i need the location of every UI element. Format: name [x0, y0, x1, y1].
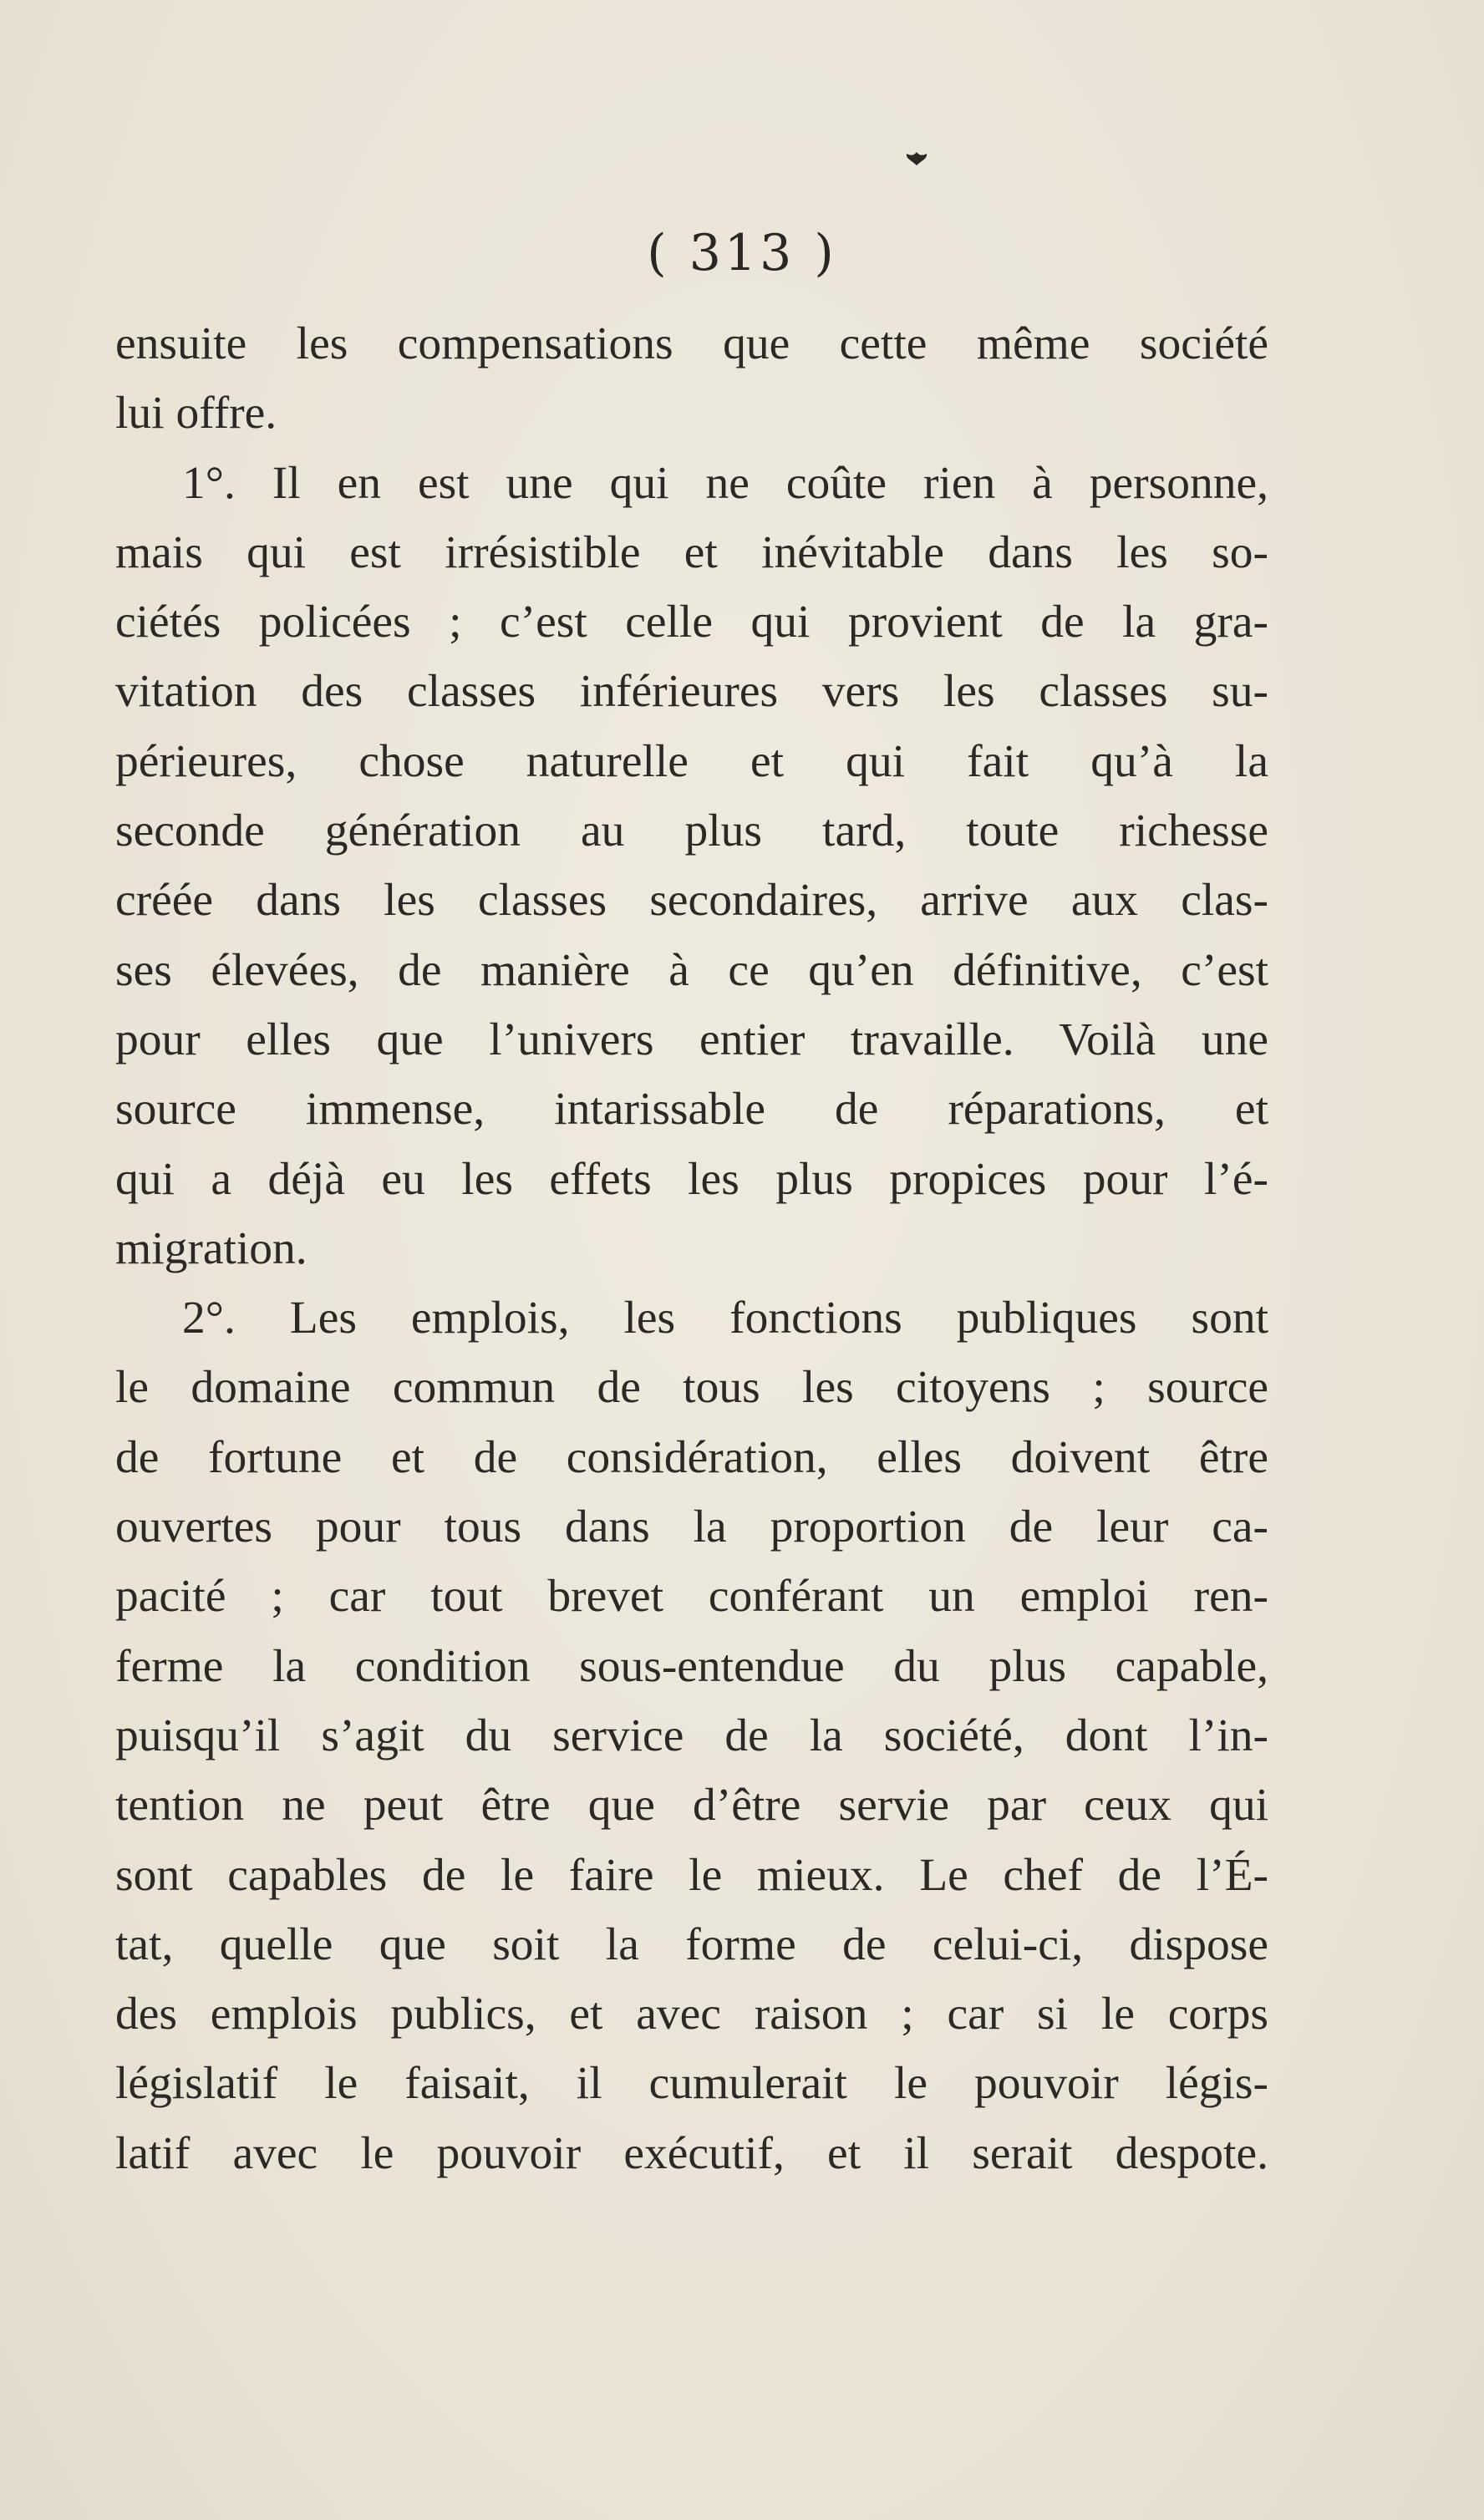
text-line: puisqu’il s’agit du service de la société, dont l’in- [115, 1710, 1268, 1761]
text-line: le domaine commun de tous les citoyens ; source [115, 1362, 1268, 1414]
text-line: pacité ; car tout brevet conférant un emploi ren- [115, 1571, 1268, 1623]
text-line: ciétés policées ; c’est celle qui provient de la gra- [115, 597, 1268, 648]
text-line: tention ne peut être que d’être servie par ceux qui [115, 1780, 1268, 1832]
page-number: ( 313 ) [647, 224, 837, 282]
text-line: latif avec le pouvoir exécutif, et il serait despote. [115, 2127, 1268, 2179]
text-line: tat, quelle que soit la forme de celui-ci, dispose [115, 1918, 1268, 1970]
text-line: ses élevées, de manière à ce qu’en définitive, c’est [115, 944, 1268, 996]
text-line: lui offre. [115, 388, 277, 439]
text-line: mais qui est irrésistible et inévitable dans les so- [115, 526, 1268, 578]
body-text [115, 309, 1268, 2188]
text-line: sont capables de le faire le mieux. Le chef de l’É- [115, 1849, 1268, 1901]
text-line: ouvertes pour tous dans la proportion de leur ca- [115, 1501, 1268, 1553]
fleuron-ornament-icon [904, 149, 929, 167]
text-line: périeures, chose naturelle et qui fait qu’à la [115, 735, 1268, 787]
text-line: des emplois publics, et avec raison ; car si le corps [115, 1989, 1268, 2040]
text-line: de fortune et de considération, elles doivent être [115, 1431, 1268, 1483]
text-line: créée dans les classes secondaires, arrive aux clas- [115, 875, 1268, 927]
text-line: seconde génération au plus tard, toute richesse [115, 805, 1268, 857]
text-line: qui a déjà eu les effets les plus propices pour l’é- [115, 1153, 1268, 1205]
text-line: 2°. Les emplois, les fonctions publiques sont [182, 1293, 1268, 1344]
text-line: législatif le faisait, il cumulerait le pouvoir légis- [115, 2058, 1268, 2110]
text-line: 1°. Il en est une qui ne coûte rien à personne, [182, 457, 1268, 509]
text-line: vitation des classes inférieures vers les classes su- [115, 666, 1268, 718]
text-line: source immense, intarissable de réparations, et [115, 1084, 1268, 1136]
text-line: ferme la condition sous-entendue du plus capable, [115, 1640, 1268, 1692]
text-line: migration. [115, 1222, 307, 1274]
text-line: pour elles que l’univers entier travaille. Voilà une [115, 1014, 1268, 1065]
text-line: ensuite les compensations que cette même société [115, 318, 1268, 369]
